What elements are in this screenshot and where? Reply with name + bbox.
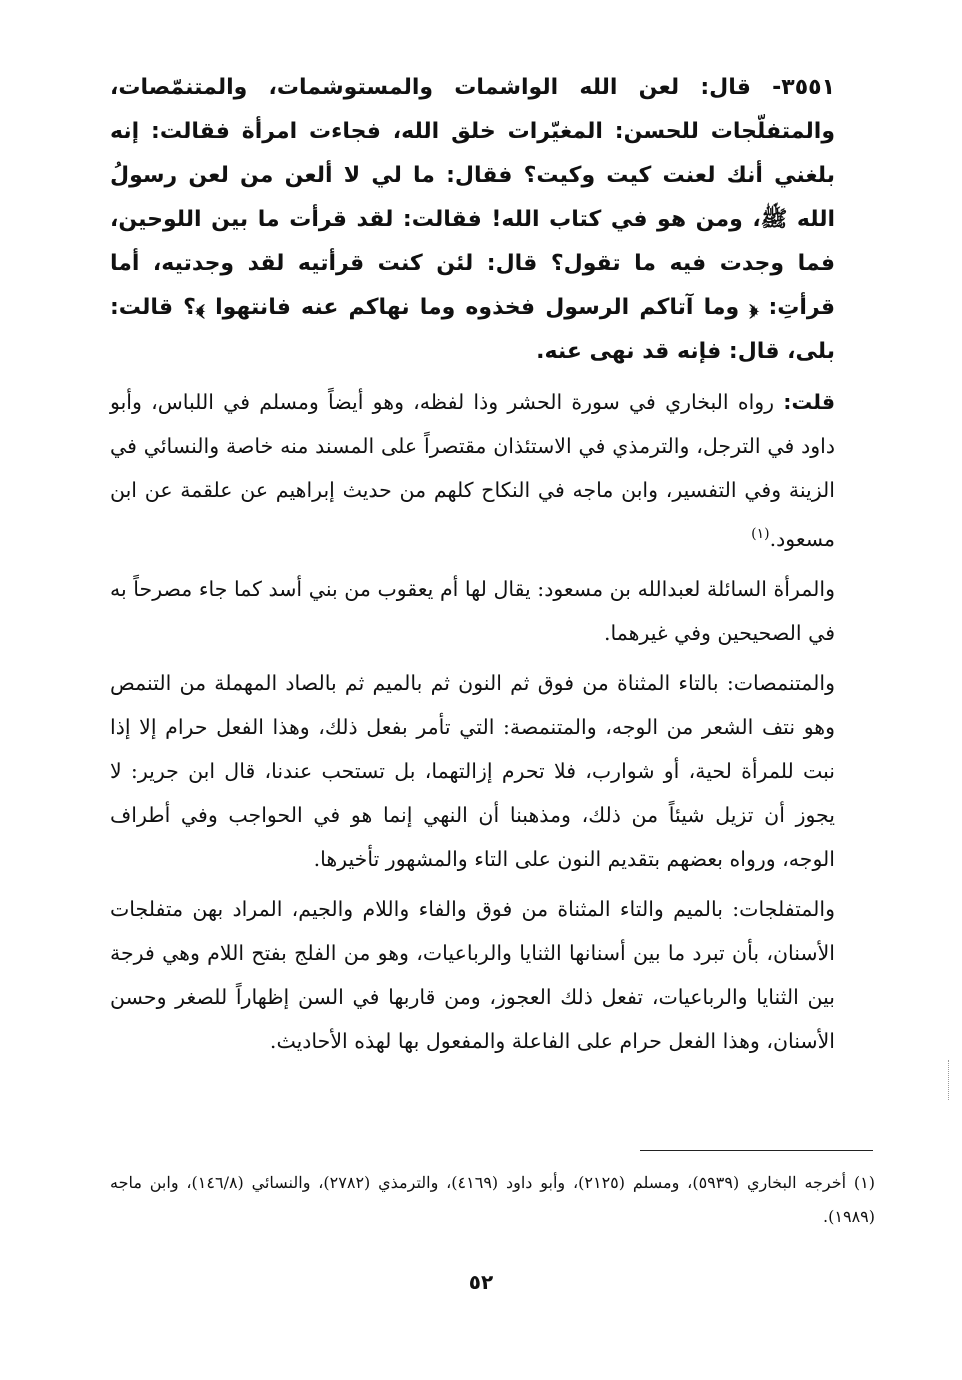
footnote: (١) أخرجه البخاري (٥٩٣٩)، ومسلم (٢١٢٥)، وأبو داود (٤١٦٩)، والترمذي (٢٧٨٢)، والنسائي (١٤٦/٨)، وابن ماجه (١٩٨٩).: [110, 1173, 875, 1226]
commentary-paragraph: [110, 380, 835, 561]
footnote-divider: [640, 1150, 873, 1151]
page-number: ٥٢: [468, 1270, 494, 1294]
commentary-lead: قلت:: [783, 390, 835, 414]
commentary-body: رواه البخاري في سورة الحشر وذا لفظه، وهو أيضاً ومسلم في اللباس، وأبو داود في الترجل، والترمذي في الاستئذان مقتصراً على المسند منه خاصة والنسائي في الزينة وفي التفسير، وابن ماجه في النكاح كلهم من حديث إبراهيم عن علقمة عن ابن مسعود.: [110, 390, 835, 551]
hadith-body: قال: لعن الله الواشمات والمستوشمات، والمتنمّصات، والمتفلّجات للحسن: المغيّرات خلق الله، فجاءت امرأة فقالت: إنه بلغني أنك لعنت كيت وكيت؟ فقال: ما لي لا ألعن من لعن رسولُ الله ﷺ، ومن هو في كتاب الله! فقالت: لقد قرأت ما بين اللوحين، فما وجدت فيه ما تقول؟ قال: لئن كنت قرأتيه لقد وجدتيه، أما قرأتِ: ﴿ وما آتاكم الرسول فخذوه وما نهاكم عنه فانتهوا ﴾؟ قالت: بلى، قال: فإنه قد نهى عنه.: [110, 75, 835, 364]
paragraph-questioner: والمرأة السائلة لعبدالله بن مسعود: يقال لها أم يعقوب من بني أسد كما جاء مصرحاً به في الصحيحين وفي غيرهما.: [110, 576, 835, 645]
paragraph-mutafallijat: والمتفلجات: بالميم والتاء المثناة من فوق والفاء واللام والجيم، المراد بهن متفلجات الأسنان، بأن تبرد ما بين أسنانها الثنايا والرباعيات، وهو من الفلج بفتح اللام وهي فرجة بين الثنايا والرباعيات، تفعل ذلك العجوز، ومن قاربها في السن إظهاراً للصغر وحسن الأسنان، وهذا الفعل حرام على الفاعلة والمفعول بها لهذه الأحاديث.: [110, 896, 835, 1053]
hadith-text: [110, 66, 835, 374]
page-body: [110, 66, 835, 1069]
footnote-reference: (١): [751, 526, 770, 542]
paragraph-mutanammisat: والمتنمصات: بالتاء المثناة من فوق ثم النون ثم بالميم ثم بالصاد المهملة من التنمص وهو نتف الشعر من الوجه، والمتنمصة: التي تأمر بفعل ذلك، وهذا الفعل حرام إلا إذا نبت للمرأة لحية، أو شوارب، فلا تحرم إزالتهما، بل تستحب عندنا، قال ابن جرير: لا يجوز أن تزيل شيئاً من ذلك، ومذهبنا أن النهي إنما هو في الحواجب وفي أطراف الوجه، ورواه بعضهم بتقديم النون على التاء والمشهور تأخيرها.: [110, 670, 835, 871]
margin-scan-mark: [948, 1060, 955, 1100]
hadith-number: ٣٥٥١-: [772, 75, 835, 100]
